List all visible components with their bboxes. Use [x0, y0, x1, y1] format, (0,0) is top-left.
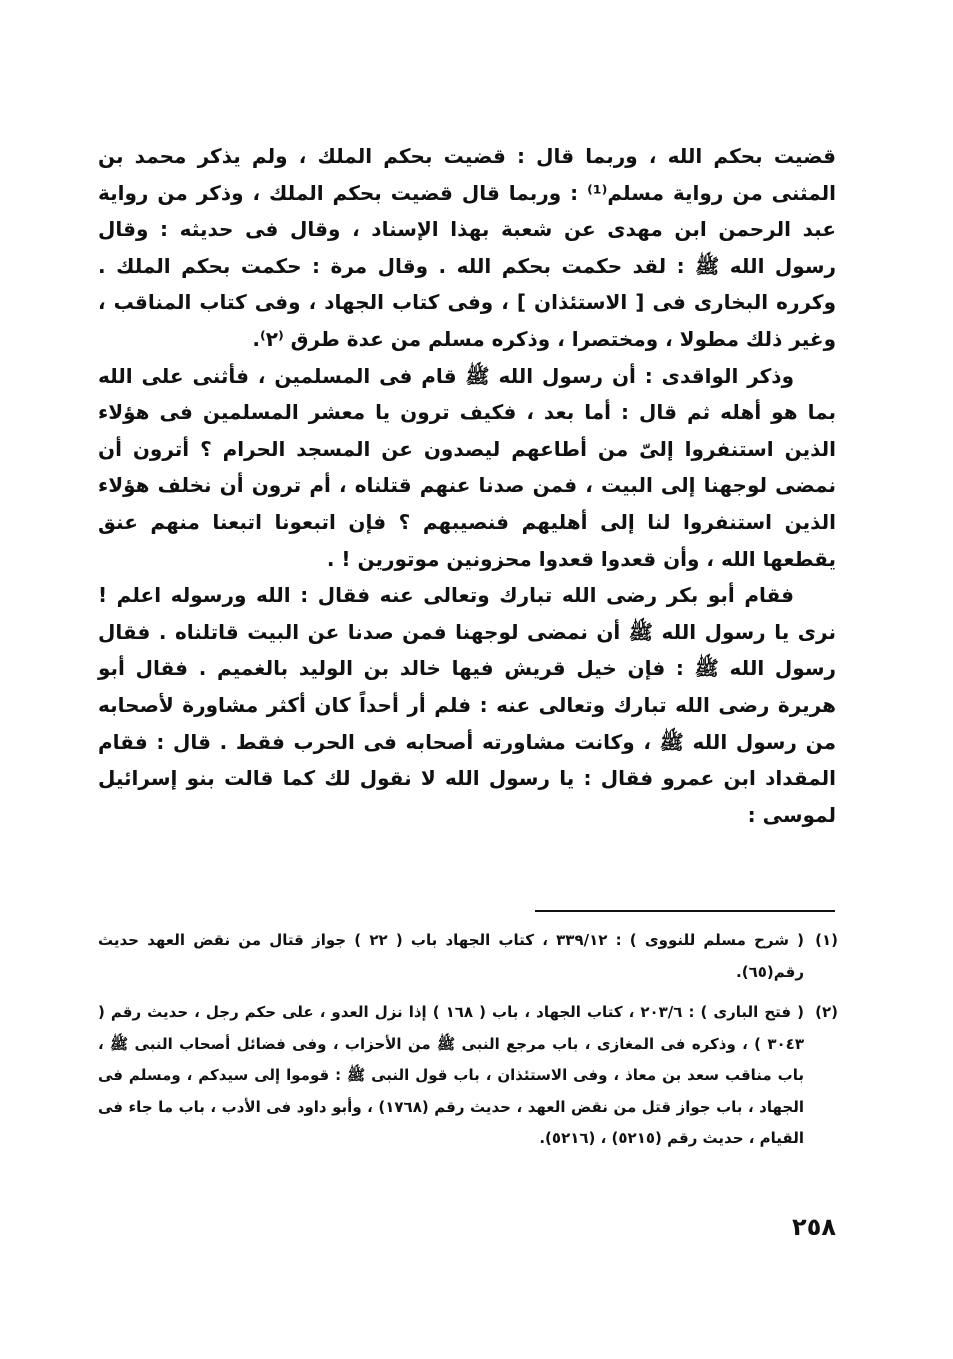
footnotes: [98, 925, 838, 1164]
main-text: [98, 138, 836, 833]
footnote-marker: (١): [815, 931, 838, 949]
paragraph-2: وذكر الواقدى : أن رسول الله ﷺ قام فى المسلمين ، فأثنى على الله بما هو أهله ثم قال : أما بعد ، فكيف ترون يا معشر المسلمين فى هؤلاء الذين استنفروا إلىّ من أطاعهم ليصدون عن المسجد الحرام ؟ أترون أن نمضى لوجهنا إلى البيت ، فمن صدنا عنهم قتلناه ، أم ترون أن نخلف هؤلاء الذين استنفروا لنا إلى أهليهم فنصيبهم ؟ فإن اتبعونا اتبعنا منهم عنق يقطعها الله ، وأن قعدوا قعدوا محزونين موتورين ! .: [98, 363, 836, 571]
paragraph-1: قضيت بحكم الله ، وربما قال : قضيت بحكم الملك ، ولم يذكر محمد بن المثنى من رواية مسلم⁽¹⁾ : وربما قال قضيت بحكم الملك ، وذكر من رواية عبد الرحمن ابن مهدى عن شعبة بهذا الإسناد ، وقال فى حديثه : وقال رسول الله ﷺ : لقد حكمت بحكم الله . وقال مرة : حكمت بحكم الملك . وكرره البخارى فى [ الاستئذان ] ، وفى كتاب الجهاد ، وفى كتاب المناقب ، وغير ذلك مطولا ، ومختصرا ، وذكره مسلم من عدة طرق ⁽٢⁾.: [98, 144, 836, 351]
footnote-text: ( فتح البارى ) : ٢٠٣/٦ ، كتاب الجهاد ، باب ( ١٦٨ ) إذا نزل العدو ، على حكم رجل ، حديث رقم ( ٣٠٤٣ ) ، وذكره فى المغازى ، باب مرجع النبى ﷺ من الأحزاب ، وفى فضائل أصحاب النبى ﷺ ، باب مناقب سعد بن معاذ ، وفى الاستئذان ، باب قول النبى ﷺ : قوموا إلى سيدكم ، ومسلم فى الجهاد ، باب جواز قتل من نقض العهد ، حديث رقم (١٧٦٨) ، وأبو داود فى الأدب ، باب ما جاء فى القيام ، حديث رقم (٥٢١٥) ، (٥٢١٦).: [98, 1003, 804, 1147]
footnote-marker: (٢): [815, 1003, 838, 1021]
footnote-text: ( شرح مسلم للنووى ) : ٣٣٩/١٢ ، كتاب الجهاد باب ( ٢٢ ) جواز قتال من نقض العهد حديث رقم(٦٥).: [98, 931, 805, 981]
footnote-separator: [535, 910, 835, 912]
paragraph-3: فقام أبو بكر رضى الله تبارك وتعالى عنه فقال : الله ورسوله اعلم ! نرى يا رسول الله ﷺ أن نمضى لوجهنا فمن صدنا عن البيت قاتلناه . فقال رسول الله ﷺ : فإن خيل قريش فيها خالد بن الوليد بالغميم . فقال أبو هريرة رضى الله تبارك وتعالى عنه : فلم أر أحداً كان أكثر مشاورة لأصحابه من رسول الله ﷺ ، وكانت مشاورته أصحابه فى الحرب فقط . قال : فقام المقداد ابن عمرو فقال : يا رسول الله لا نقول لك كما قالت بنو إسرائيل لموسى :: [98, 583, 836, 827]
page-number: ٢٥٨: [792, 1213, 836, 1241]
footnote-2: [98, 997, 838, 1155]
footnote-1: [98, 925, 838, 988]
